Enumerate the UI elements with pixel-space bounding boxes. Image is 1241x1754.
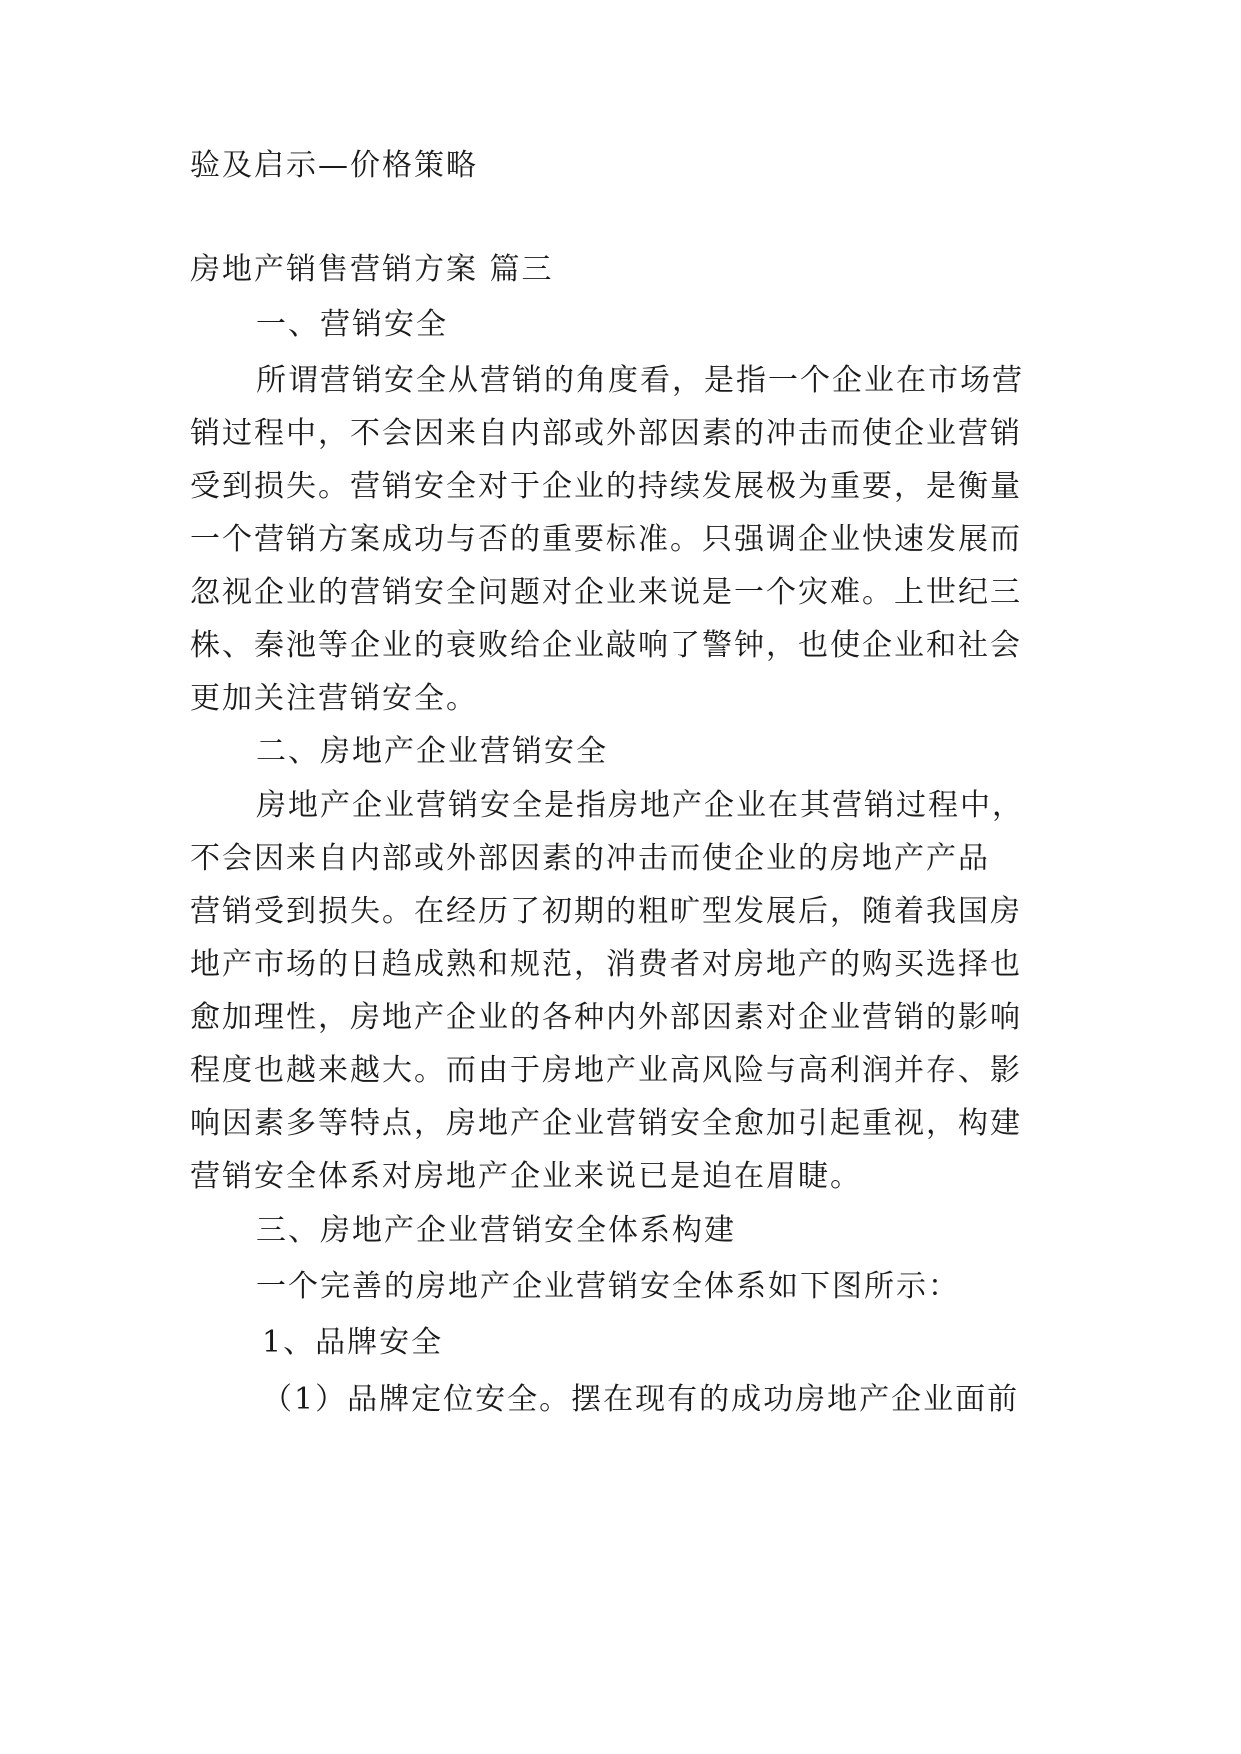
heading-real-estate-marketing-safety: 二、房地产企业营销安全 (256, 734, 608, 769)
paragraph-line: 房地产企业营销安全是指房地产企业在其营销过程中， (256, 788, 1024, 823)
header-fragment: 验及启示—价格策略 (190, 148, 478, 183)
list-subitem-brand-positioning: （1）品牌定位安全。摆在现有的成功房地产企业面前 (262, 1382, 1020, 1417)
paragraph-line: 更加关注营销安全。 (190, 681, 478, 716)
paragraph-line: 一个营销方案成功与否的重要标准。只强调企业快速发展而 (190, 522, 1022, 557)
paragraph-line: 营销安全体系对房地产企业来说已是迫在眉睫。 (190, 1159, 862, 1194)
section-title: 房地产销售营销方案 篇三 (190, 252, 554, 287)
paragraph-line: 忽视企业的营销安全问题对企业来说是一个灾难。上世纪三 (190, 575, 1022, 610)
paragraph-line: 株、秦池等企业的衰败给企业敲响了警钟，也使企业和社会 (190, 628, 1022, 663)
paragraph-line: 受到损失。营销安全对于企业的持续发展极为重要，是衡量 (190, 469, 1022, 504)
paragraph-line: 所谓营销安全从营销的角度看，是指一个企业在市场营 (256, 363, 1024, 398)
paragraph-line: 愈加理性，房地产企业的各种内外部因素对企业营销的影响 (190, 1000, 1022, 1035)
paragraph-system-intro: 一个完善的房地产企业营销安全体系如下图所示： (256, 1269, 960, 1304)
paragraph-line: 营销受到损失。在经历了初期的粗旷型发展后，随着我国房 (190, 894, 1022, 929)
paragraph-line: 不会因来自内部或外部因素的冲击而使企业的房地产产品 (190, 841, 990, 876)
heading-marketing-safety: 一、营销安全 (256, 307, 448, 342)
paragraph-line: 响因素多等特点，房地产企业营销安全愈加引起重视，构建 (190, 1106, 1022, 1141)
heading-safety-system-construction: 三、房地产企业营销安全体系构建 (256, 1213, 736, 1248)
paragraph-line: 程度也越来越大。而由于房地产业高风险与高利润并存、影 (190, 1053, 1022, 1088)
list-item-brand-safety: 1、品牌安全 (262, 1325, 444, 1360)
paragraph-line: 销过程中，不会因来自内部或外部因素的冲击而使企业营销 (190, 416, 1022, 451)
paragraph-line: 地产市场的日趋成熟和规范，消费者对房地产的购买选择也 (190, 947, 1022, 982)
